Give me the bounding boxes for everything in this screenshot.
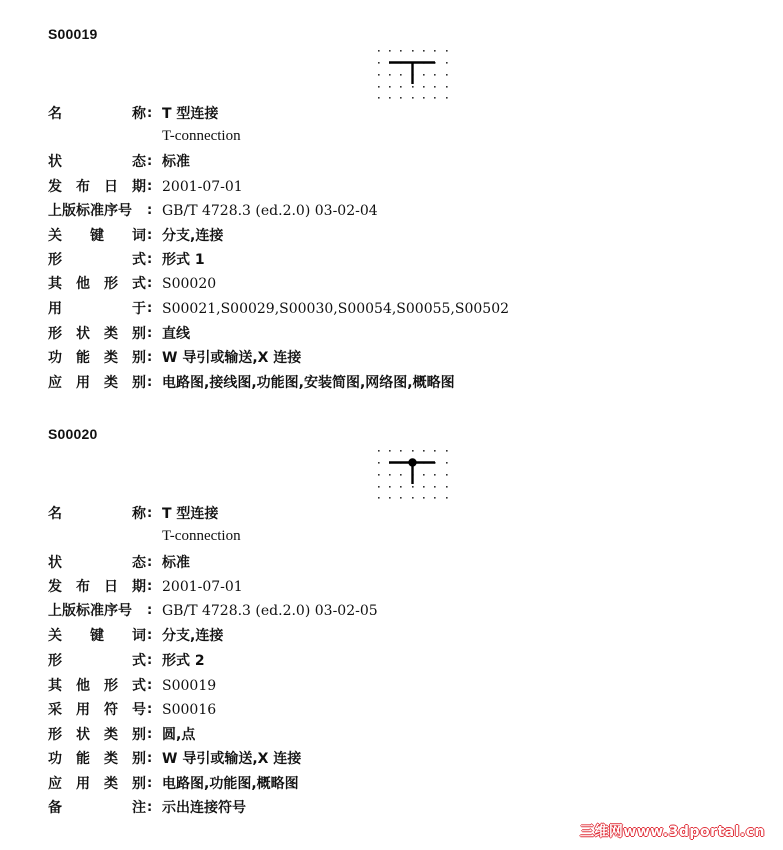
label-char: 应 <box>48 375 62 391</box>
colon-separator: : <box>147 276 153 291</box>
colon-separator: : <box>147 555 153 570</box>
label-char: 别 <box>132 751 146 767</box>
label-char: 采 <box>48 702 62 718</box>
label-char: 类 <box>104 727 118 743</box>
field-label <box>48 601 146 621</box>
label-char: 别 <box>132 776 146 792</box>
field-value: 2001-07-01 <box>162 179 243 195</box>
label-char: 用 <box>76 702 90 718</box>
field-label <box>48 651 146 671</box>
label-char: 关 <box>48 628 62 644</box>
colon-separator: : <box>147 506 153 521</box>
field-value: 标准 <box>162 555 190 571</box>
label-char: 能 <box>76 751 90 767</box>
label-char: 状 <box>48 154 62 170</box>
field-label <box>48 348 146 368</box>
field-value: 形式 1 <box>162 252 205 268</box>
label-char: 名 <box>48 106 62 122</box>
field-value: S00016 <box>162 702 217 718</box>
colon-separator: : <box>147 203 153 218</box>
label-char: 类 <box>104 751 118 767</box>
label-char: 称 <box>132 106 146 122</box>
label-char: 标 <box>76 203 90 219</box>
field-label <box>48 774 146 794</box>
label-char: 于 <box>132 301 146 317</box>
field-value: 分支,连接 <box>162 228 224 244</box>
label-char: 序 <box>104 603 118 619</box>
colon-separator: : <box>147 727 153 742</box>
english-name: T-connection <box>162 128 241 144</box>
field-value: 电路图,接线图,功能图,安装简图,网络图,概略图 <box>162 375 455 391</box>
label-char: 发 <box>48 579 62 595</box>
label-char: 功 <box>48 350 62 366</box>
label-char: 形 <box>48 653 62 669</box>
field-label <box>48 201 146 221</box>
field-value: S00019 <box>162 678 217 694</box>
field-label <box>48 725 146 745</box>
colon-separator: : <box>147 179 153 194</box>
label-char: 能 <box>76 350 90 366</box>
label-char: 名 <box>48 506 62 522</box>
colon-separator: : <box>147 301 153 316</box>
symbol-code: S00020 <box>48 426 98 442</box>
field-label <box>48 226 146 246</box>
colon-separator: : <box>147 653 153 668</box>
label-char: 用 <box>76 375 90 391</box>
label-char: 态 <box>132 555 146 571</box>
field-value: 圆,点 <box>162 727 196 743</box>
colon-separator: : <box>147 603 153 618</box>
field-label <box>48 373 146 393</box>
label-char: 类 <box>104 350 118 366</box>
symbol-code: S00019 <box>48 26 98 42</box>
label-char: 词 <box>132 228 146 244</box>
field-label <box>48 274 146 294</box>
field-label <box>48 504 146 524</box>
label-char: 号 <box>118 203 132 219</box>
field-label <box>48 177 146 197</box>
colon-separator: : <box>147 350 153 365</box>
field-value: S00021,S00029,S00030,S00054,S00055,S00502 <box>162 301 510 317</box>
colon-separator: : <box>147 154 153 169</box>
field-value: 电路图,功能图,概略图 <box>162 776 299 792</box>
label-char: 布 <box>76 579 90 595</box>
t-junction-dot-symbol-icon <box>372 446 452 500</box>
label-char: 注 <box>132 800 146 816</box>
field-label <box>48 749 146 769</box>
label-char: 类 <box>104 375 118 391</box>
label-char: 形 <box>104 276 118 292</box>
colon-separator: : <box>147 106 153 121</box>
label-char: 他 <box>76 276 90 292</box>
field-value: S00020 <box>162 276 217 292</box>
label-char: 标 <box>76 603 90 619</box>
colon-separator: : <box>147 228 153 243</box>
label-char: 号 <box>118 603 132 619</box>
label-char: 日 <box>104 579 118 595</box>
label-char: 形 <box>48 727 62 743</box>
field-label <box>48 676 146 696</box>
label-char: 期 <box>132 579 146 595</box>
label-char: 其 <box>48 276 62 292</box>
label-char: 布 <box>76 179 90 195</box>
label-char: 其 <box>48 678 62 694</box>
label-char: 准 <box>90 203 104 219</box>
label-char: 式 <box>132 678 146 694</box>
label-char: 功 <box>48 751 62 767</box>
label-char: 准 <box>90 603 104 619</box>
field-label <box>48 626 146 646</box>
field-value: 标准 <box>162 154 190 170</box>
field-label <box>48 250 146 270</box>
label-char: 上 <box>48 203 62 219</box>
label-char: 式 <box>132 276 146 292</box>
label-char: 上 <box>48 603 62 619</box>
label-char: 期 <box>132 179 146 195</box>
label-char: 类 <box>104 776 118 792</box>
colon-separator: : <box>147 579 153 594</box>
english-name: T-connection <box>162 528 241 544</box>
label-char: 关 <box>48 228 62 244</box>
label-char: 发 <box>48 179 62 195</box>
label-char: 词 <box>132 628 146 644</box>
field-label <box>48 798 146 818</box>
colon-separator: : <box>147 751 153 766</box>
label-char: 键 <box>90 228 104 244</box>
label-char: 他 <box>76 678 90 694</box>
field-value: T 型连接 <box>162 106 219 122</box>
field-label <box>48 553 146 573</box>
label-char: 别 <box>132 375 146 391</box>
field-value: 形式 2 <box>162 653 205 669</box>
field-label <box>48 324 146 344</box>
field-value: 2001-07-01 <box>162 579 243 595</box>
colon-separator: : <box>147 375 153 390</box>
label-char: 版 <box>62 203 76 219</box>
label-char: 用 <box>48 301 62 317</box>
label-char: 类 <box>104 326 118 342</box>
label-char: 状 <box>76 727 90 743</box>
colon-separator: : <box>147 326 153 341</box>
label-char: 用 <box>76 776 90 792</box>
label-char: 应 <box>48 776 62 792</box>
colon-separator: : <box>147 252 153 267</box>
field-label <box>48 104 146 124</box>
field-label <box>48 299 146 319</box>
label-char: 形 <box>48 326 62 342</box>
label-char: 式 <box>132 252 146 268</box>
field-label <box>48 577 146 597</box>
field-value: W 导引或输送,X 连接 <box>162 350 302 366</box>
field-value: GB/T 4728.3 (ed.2.0) 03-02-05 <box>162 603 378 619</box>
watermark: 三维网www.3dportal.cn <box>579 824 765 840</box>
label-char: 形 <box>48 252 62 268</box>
label-char: 符 <box>104 702 118 718</box>
label-char: 备 <box>48 800 62 816</box>
colon-separator: : <box>147 800 153 815</box>
field-label <box>48 152 146 172</box>
colon-separator: : <box>147 678 153 693</box>
label-char: 态 <box>132 154 146 170</box>
field-value: W 导引或输送,X 连接 <box>162 751 302 767</box>
field-value: T 型连接 <box>162 506 219 522</box>
label-char: 式 <box>132 653 146 669</box>
label-char: 别 <box>132 350 146 366</box>
field-value: 示出连接符号 <box>162 800 246 816</box>
field-value: 分支,连接 <box>162 628 224 644</box>
colon-separator: : <box>147 776 153 791</box>
label-char: 版 <box>62 603 76 619</box>
field-label <box>48 700 146 720</box>
label-char: 号 <box>132 702 146 718</box>
colon-separator: : <box>147 628 153 643</box>
colon-separator: : <box>147 702 153 717</box>
label-char: 状 <box>76 326 90 342</box>
label-char: 状 <box>48 555 62 571</box>
label-char: 键 <box>90 628 104 644</box>
label-char: 别 <box>132 326 146 342</box>
label-char: 形 <box>104 678 118 694</box>
label-char: 别 <box>132 727 146 743</box>
field-value: 直线 <box>162 326 190 342</box>
label-char: 序 <box>104 203 118 219</box>
t-junction-symbol-icon <box>372 46 452 100</box>
label-char: 日 <box>104 179 118 195</box>
field-value: GB/T 4728.3 (ed.2.0) 03-02-04 <box>162 203 378 219</box>
label-char: 称 <box>132 506 146 522</box>
